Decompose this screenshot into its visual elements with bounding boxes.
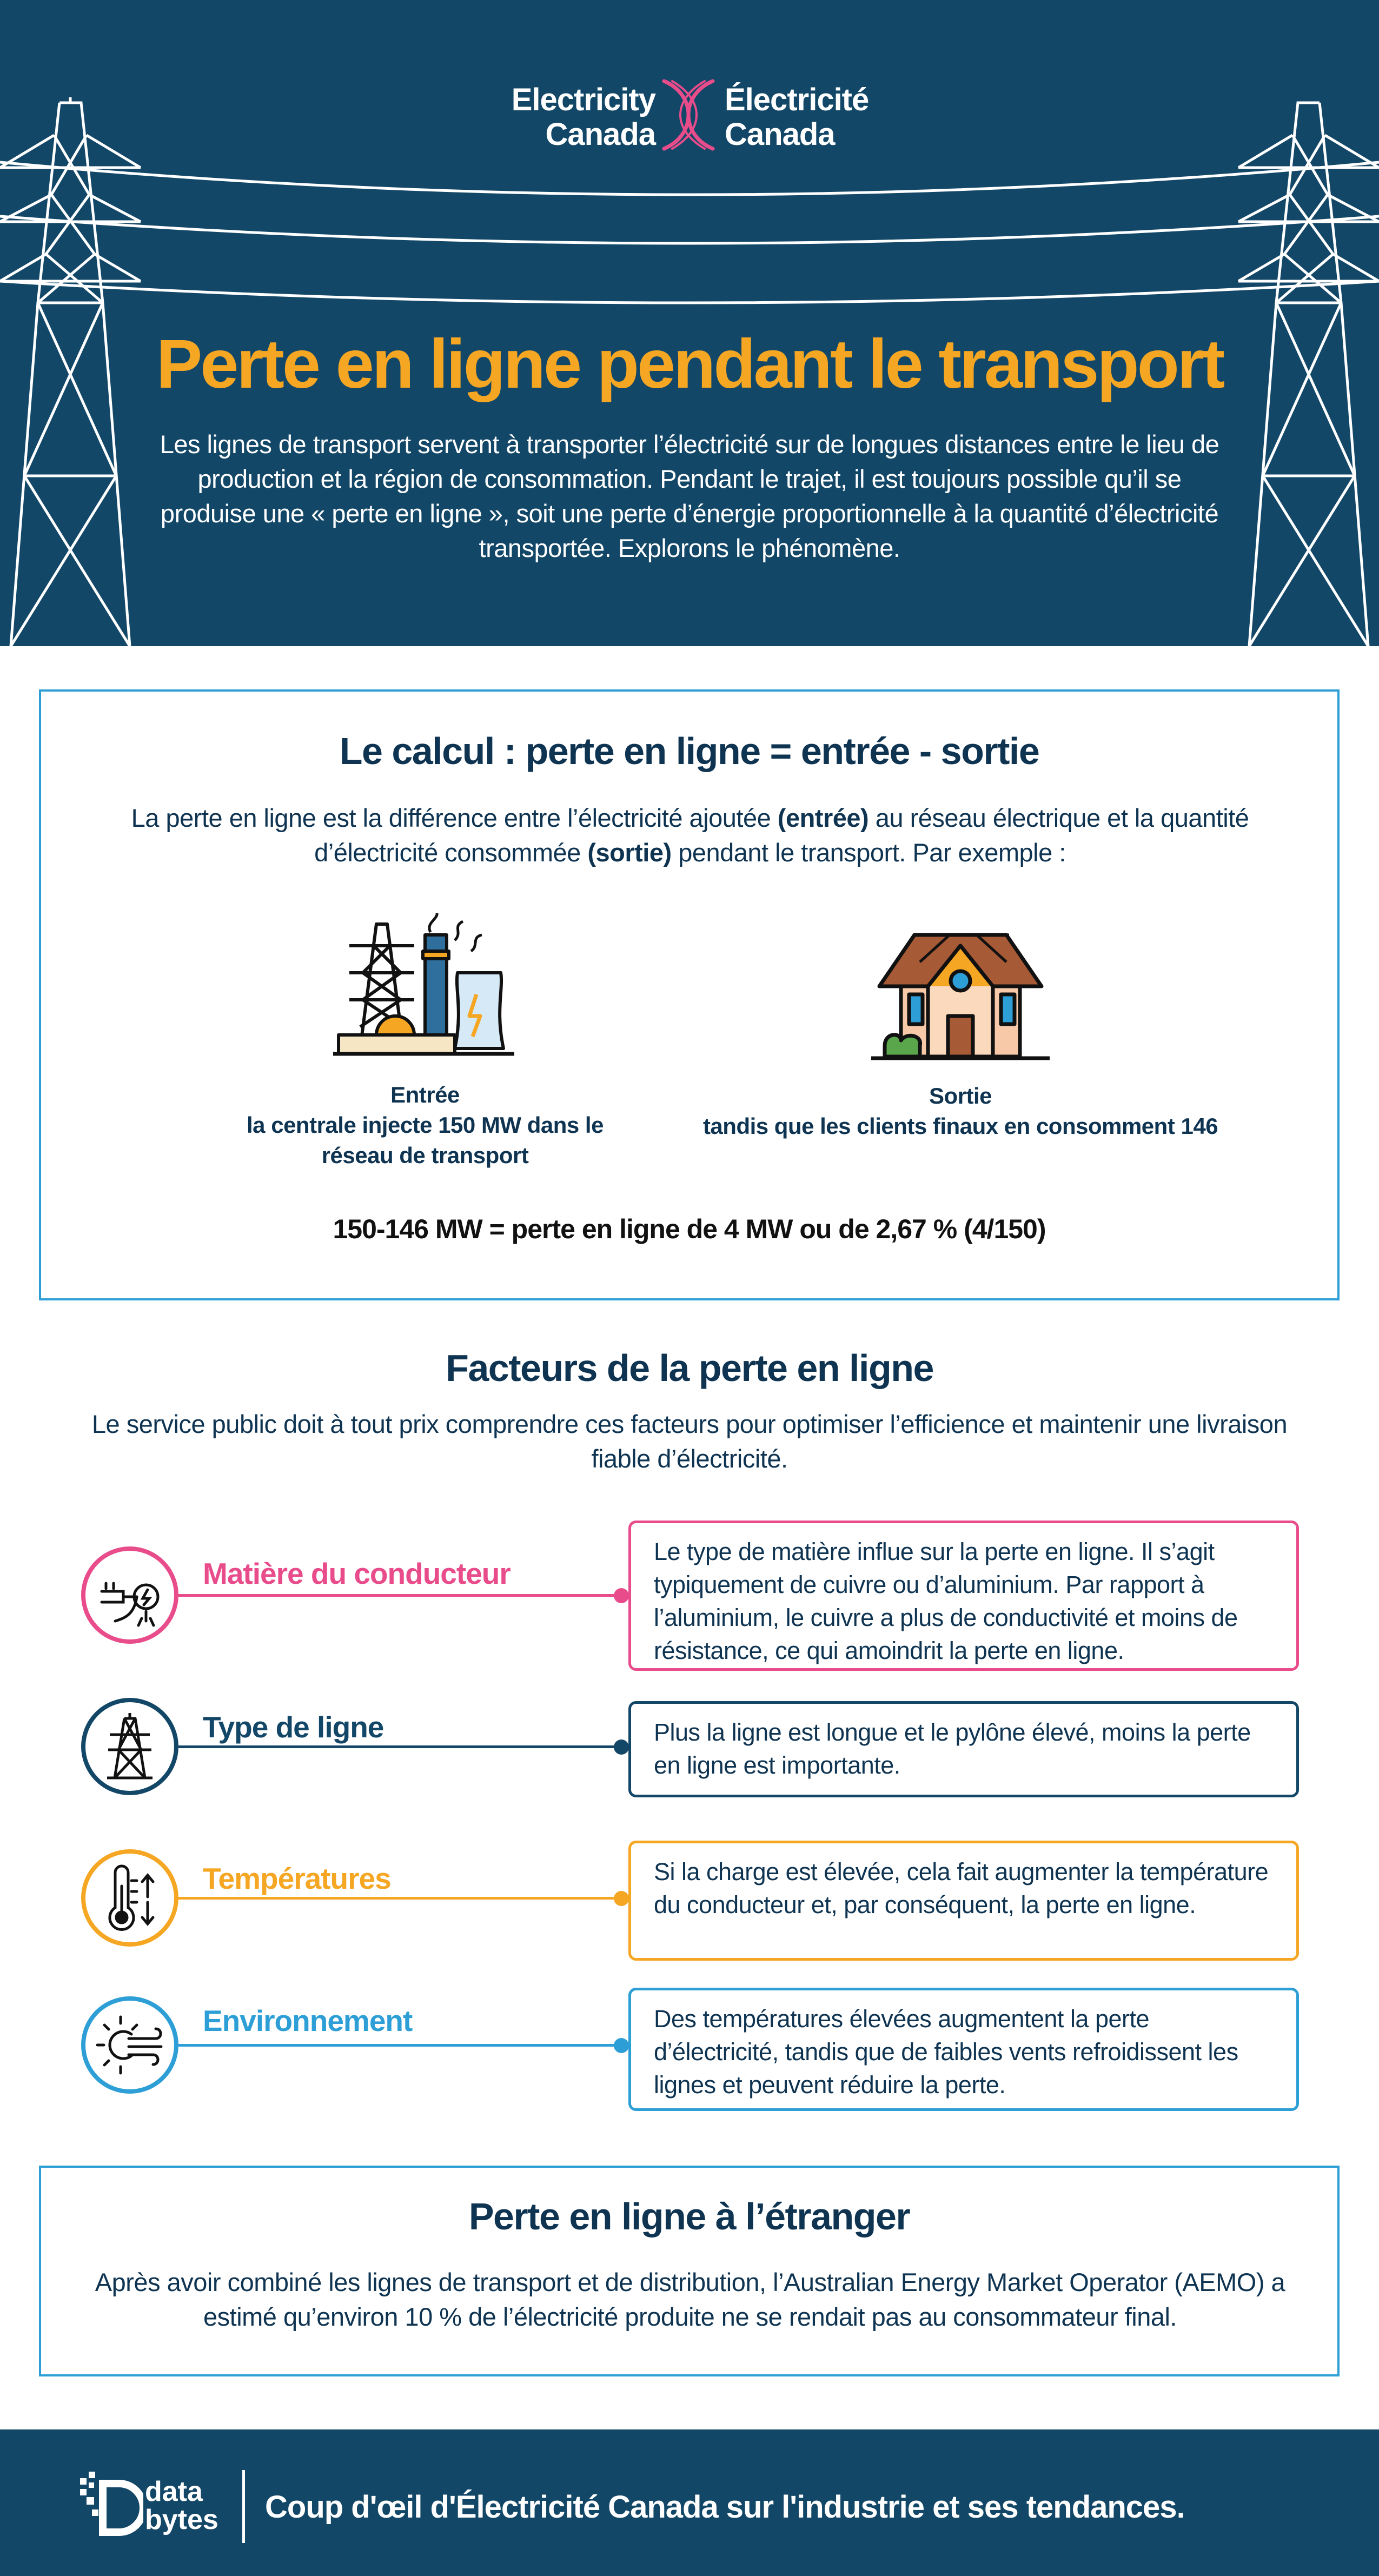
- factor-connector-line: [178, 1594, 622, 1597]
- page-title: Perte en ligne pendant le transport: [156, 326, 1223, 403]
- footer: [0, 2429, 1379, 2576]
- factor-label: Environnement: [203, 2004, 413, 2037]
- calculation-title: Le calcul : perte en ligne = entrée - sortie: [339, 730, 1039, 772]
- brand-line2: bytes: [145, 2504, 218, 2535]
- factor-label: Températures: [203, 1862, 391, 1895]
- abroad-section: [39, 2166, 1340, 2376]
- input-text: la centrale injecte 150 MW dans le réseau de transport: [247, 1112, 604, 1168]
- plug-icon: [81, 1546, 178, 1644]
- intro-paragraph: Les lignes de transport servent à transporter l’électricité sur de longues distances entre le lieu de production et la région de consommation. Pendant le trajet, il est toujours possible qu’il se produise une « perte en ligne », soit une perte d’énergie proportionnelle à la quantité d’électricité transportée. Explorons le phénomène.: [160, 430, 1219, 562]
- factor-description: Plus la ligne est longue et le pylône élevé, moins la perte en ligne est importante.: [628, 1701, 1299, 1797]
- abroad-title: Perte en ligne à l’étranger: [468, 2195, 910, 2238]
- sun-wind-icon: [81, 1996, 178, 2094]
- factor-description: Des températures élevées augmentent la perte d’électricité, tandis que de faibles vents refroidissent les lignes et peuvent réduire la perte.: [628, 1988, 1299, 2111]
- output-label-block: [679, 1081, 1242, 1141]
- factor-connector-dot: [614, 1740, 629, 1755]
- brand-line1: data: [145, 2476, 203, 2507]
- logo-mark-icon: [659, 78, 718, 151]
- house-icon: [868, 930, 1052, 1065]
- calculation-section: [39, 689, 1340, 1300]
- logo-french-text: Électricité Canada: [725, 82, 869, 152]
- factor-connector-line: [178, 1897, 622, 1900]
- header-banner: [0, 0, 1379, 646]
- input-label-block: [214, 1080, 636, 1171]
- factor-description: Le type de matière influe sur la perte en ligne. Il s’agit typiquement de cuivre ou d’aluminium. Par rapport à l’aluminium, le cuivre a plus de conductivité et moins de résistance, ce qui amoindrit la perte en ligne.: [628, 1521, 1299, 1671]
- factor-label: Matière du conducteur: [203, 1557, 511, 1590]
- transmission-tower-icon: [81, 1698, 178, 1795]
- power-plant-icon: [328, 913, 522, 1065]
- output-text: tandis que les clients finaux en consomment 146: [702, 1113, 1218, 1139]
- factor-connector-dot: [614, 1891, 629, 1906]
- data-bytes-logo: [76, 2467, 233, 2546]
- electricity-canada-logo: [498, 78, 881, 151]
- factor-label: Type de ligne: [203, 1710, 384, 1744]
- factors-intro: Le service public doit à tout prix comprendre ces facteurs pour optimiser l’efficience et maintenir une livraison fiable d’électricité.: [91, 1410, 1288, 1473]
- input-label: Entrée: [390, 1082, 460, 1107]
- factor-connector-line: [178, 1745, 622, 1748]
- thermometer-icon: [81, 1849, 178, 1947]
- logo-english-text: Electricity Canada: [511, 82, 655, 152]
- factor-connector-dot: [614, 2038, 629, 2053]
- factors-title: Facteurs de la perte en ligne: [446, 1347, 933, 1389]
- calculation-description: La perte en ligne est la différence entre l’électricité ajoutée (entrée) au réseau électrique et la quantité d’électricité consommée (sortie) pendant le transport. Par exemple :: [131, 804, 1249, 867]
- factor-connector-dot: [614, 1588, 629, 1603]
- factor-description: Si la charge est élevée, cela fait augmenter la température du conducteur et, par conséquent, la perte en ligne.: [628, 1841, 1299, 1961]
- footer-tagline: Coup d'œil d'Électricité Canada sur l'industrie et ses tendances.: [265, 2489, 1185, 2525]
- footer-divider: [242, 2470, 245, 2543]
- calculation-result: 150-146 MW = perte en ligne de 4 MW ou de 2,67 % (4/150): [333, 1214, 1046, 1244]
- factor-connector-line: [178, 2044, 622, 2047]
- output-label: Sortie: [929, 1083, 992, 1108]
- abroad-text: Après avoir combiné les lignes de transport et de distribution, l’Australian Energy Market Operator (AEMO) a estimé qu’environ 10 % de l’électricité produite ne se rendait pas au consommateur final.: [95, 2268, 1285, 2331]
- data-bytes-icon: [76, 2467, 143, 2546]
